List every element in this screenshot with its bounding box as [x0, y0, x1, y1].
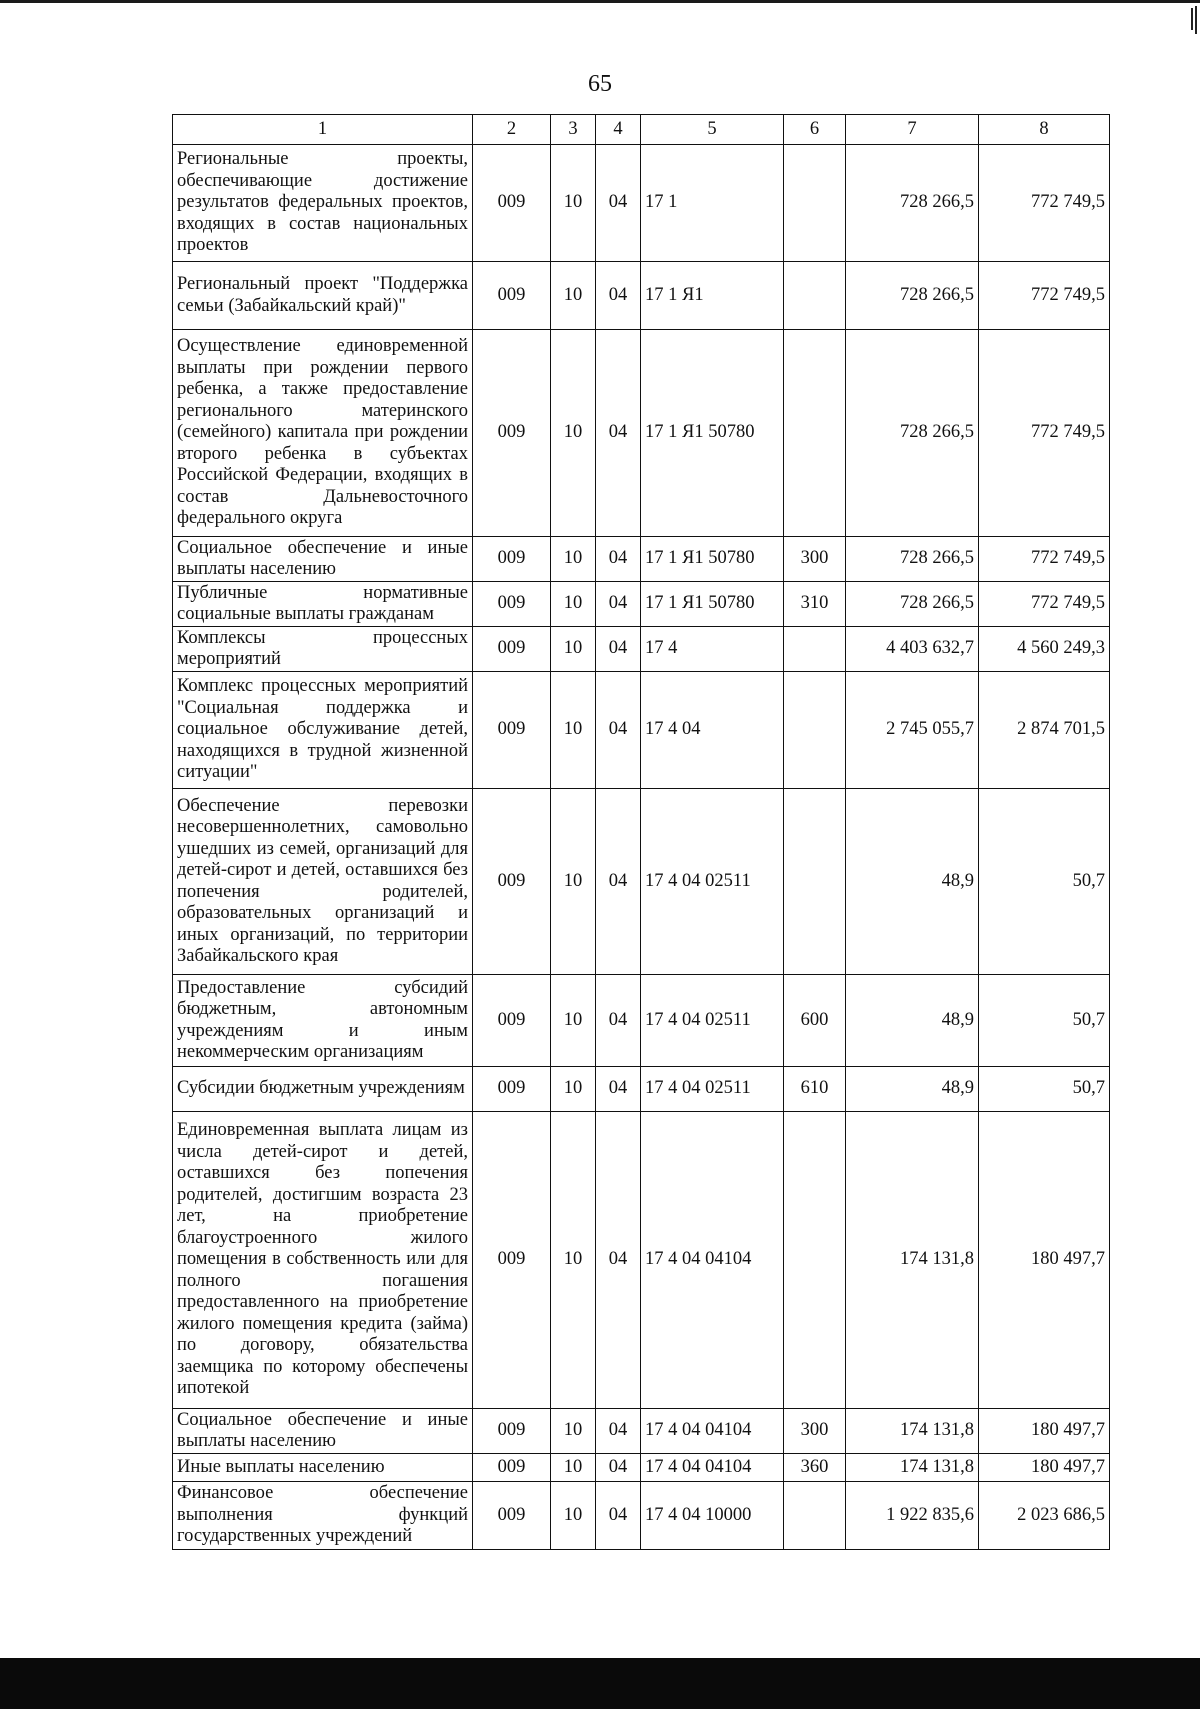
amount-year-2: 180 497,7 — [979, 1454, 1110, 1482]
section-code: 10 — [551, 1454, 596, 1482]
section-code: 10 — [551, 672, 596, 789]
amount-year-2: 772 749,5 — [979, 537, 1110, 582]
subsection-code: 04 — [596, 1454, 641, 1482]
item-name: Социальное обеспечение и иные выплаты населению — [173, 537, 473, 582]
amount-year-1: 48,9 — [846, 789, 979, 975]
subsection-code: 04 — [596, 1112, 641, 1409]
table-row — [173, 330, 1110, 537]
target-article-code: 17 4 04 04104 — [641, 1112, 784, 1409]
amount-year-2: 772 749,5 — [979, 330, 1110, 537]
amount-year-2: 772 749,5 — [979, 582, 1110, 627]
subsection-code: 04 — [596, 537, 641, 582]
scan-edge-mark — [1195, 6, 1197, 34]
target-article-code: 17 1 Я1 50780 — [641, 330, 784, 537]
table-row — [173, 1409, 1110, 1454]
section-code: 10 — [551, 1067, 596, 1112]
expense-type-code: 360 — [784, 1454, 846, 1482]
expense-type-code: 600 — [784, 975, 846, 1067]
column-header-3: 3 — [551, 115, 596, 145]
item-name: Иные выплаты населению — [173, 1454, 473, 1482]
ministry-code: 009 — [473, 1067, 551, 1112]
subsection-code: 04 — [596, 975, 641, 1067]
expense-type-code — [784, 1112, 846, 1409]
table-row — [173, 582, 1110, 627]
section-code: 10 — [551, 1482, 596, 1550]
table-row — [173, 672, 1110, 789]
expense-type-code: 310 — [784, 582, 846, 627]
target-article-code: 17 4 04 02511 — [641, 789, 784, 975]
target-article-code: 17 1 — [641, 145, 784, 262]
amount-year-1: 728 266,5 — [846, 330, 979, 537]
column-header-4: 4 — [596, 115, 641, 145]
expense-type-code — [784, 330, 846, 537]
amount-year-2: 50,7 — [979, 1067, 1110, 1112]
ministry-code: 009 — [473, 1112, 551, 1409]
section-code: 10 — [551, 537, 596, 582]
target-article-code: 17 1 Я1 50780 — [641, 582, 784, 627]
table-row — [173, 1454, 1110, 1482]
column-header-6: 6 — [784, 115, 846, 145]
section-code: 10 — [551, 145, 596, 262]
item-name: Комплекс процессных мероприятий "Социальная поддержка и социальное обслуживание детей, находящихся в трудной жизненной ситуации" — [173, 672, 473, 789]
amount-year-1: 728 266,5 — [846, 262, 979, 330]
expense-type-code — [784, 262, 846, 330]
section-code: 10 — [551, 262, 596, 330]
table-row — [173, 1067, 1110, 1112]
column-header-7: 7 — [846, 115, 979, 145]
ministry-code: 009 — [473, 262, 551, 330]
item-name: Осуществление единовременной выплаты при рождении первого ребенка, а также предоставление регионального материнского (семейного) капитала при рождении второго ребенка в субъектах Российской Федерации, входящих в состав Дальневосточного федерального округа — [173, 330, 473, 537]
amount-year-2: 2 874 701,5 — [979, 672, 1110, 789]
header-row — [173, 115, 1110, 145]
scan-bottom-edge — [0, 1658, 1200, 1709]
amount-year-2: 180 497,7 — [979, 1409, 1110, 1454]
ministry-code: 009 — [473, 975, 551, 1067]
expense-type-code — [784, 672, 846, 789]
amount-year-1: 2 745 055,7 — [846, 672, 979, 789]
ministry-code: 009 — [473, 145, 551, 262]
section-code: 10 — [551, 1409, 596, 1454]
ministry-code: 009 — [473, 672, 551, 789]
item-name: Субсидии бюджетным учреждениям — [173, 1067, 473, 1112]
table-row — [173, 627, 1110, 672]
subsection-code: 04 — [596, 1067, 641, 1112]
amount-year-2: 2 023 686,5 — [979, 1482, 1110, 1550]
expense-type-code: 610 — [784, 1067, 846, 1112]
subsection-code: 04 — [596, 1482, 641, 1550]
budget-table — [172, 114, 1110, 1550]
item-name: Предоставление субсидий бюджетным, автономным учреждениям и иным некоммерческим организациям — [173, 975, 473, 1067]
amount-year-1: 174 131,8 — [846, 1409, 979, 1454]
target-article-code: 17 4 04 02511 — [641, 1067, 784, 1112]
section-code: 10 — [551, 582, 596, 627]
subsection-code: 04 — [596, 789, 641, 975]
expense-type-code — [784, 1482, 846, 1550]
table-row — [173, 789, 1110, 975]
amount-year-1: 48,9 — [846, 975, 979, 1067]
amount-year-1: 728 266,5 — [846, 145, 979, 262]
expense-type-code — [784, 627, 846, 672]
amount-year-1: 4 403 632,7 — [846, 627, 979, 672]
ministry-code: 009 — [473, 1454, 551, 1482]
amount-year-1: 728 266,5 — [846, 582, 979, 627]
column-header-2: 2 — [473, 115, 551, 145]
subsection-code: 04 — [596, 627, 641, 672]
amount-year-1: 174 131,8 — [846, 1112, 979, 1409]
ministry-code: 009 — [473, 1409, 551, 1454]
amount-year-2: 50,7 — [979, 789, 1110, 975]
target-article-code: 17 4 04 — [641, 672, 784, 789]
section-code: 10 — [551, 1112, 596, 1409]
subsection-code: 04 — [596, 1409, 641, 1454]
column-header-5: 5 — [641, 115, 784, 145]
target-article-code: 17 1 Я1 — [641, 262, 784, 330]
target-article-code: 17 1 Я1 50780 — [641, 537, 784, 582]
expense-type-code — [784, 789, 846, 975]
ministry-code: 009 — [473, 537, 551, 582]
item-name: Региональный проект "Поддержка семьи (Забайкальский край)" — [173, 262, 473, 330]
table-body — [173, 145, 1110, 1550]
amount-year-1: 728 266,5 — [846, 537, 979, 582]
subsection-code: 04 — [596, 672, 641, 789]
amount-year-1: 174 131,8 — [846, 1454, 979, 1482]
section-code: 10 — [551, 789, 596, 975]
subsection-code: 04 — [596, 145, 641, 262]
table-header — [173, 115, 1110, 145]
item-name: Региональные проекты, обеспечивающие достижение результатов федеральных проектов, входящих в состав национальных проектов — [173, 145, 473, 262]
section-code: 10 — [551, 330, 596, 537]
subsection-code: 04 — [596, 262, 641, 330]
amount-year-2: 772 749,5 — [979, 145, 1110, 262]
subsection-code: 04 — [596, 582, 641, 627]
ministry-code: 009 — [473, 582, 551, 627]
amount-year-2: 50,7 — [979, 975, 1110, 1067]
item-name: Единовременная выплата лицам из числа детей-сирот и детей, оставшихся без попечения родителей, достигшим возраста 23 лет, на приобретение благоустроенного жилого помещения в собственность или для полного погашения предоставленного на приобретение жилого помещения кредита (займа) по договору, обязательства заемщика по которому обеспечены ипотекой — [173, 1112, 473, 1409]
target-article-code: 17 4 04 10000 — [641, 1482, 784, 1550]
ministry-code: 009 — [473, 330, 551, 537]
ministry-code: 009 — [473, 789, 551, 975]
ministry-code: 009 — [473, 1482, 551, 1550]
amount-year-1: 48,9 — [846, 1067, 979, 1112]
item-name: Публичные нормативные социальные выплаты гражданам — [173, 582, 473, 627]
scan-top-edge — [0, 0, 1200, 3]
section-code: 10 — [551, 627, 596, 672]
item-name: Финансовое обеспечение выполнения функций государственных учреждений — [173, 1482, 473, 1550]
section-code: 10 — [551, 975, 596, 1067]
subsection-code: 04 — [596, 330, 641, 537]
target-article-code: 17 4 — [641, 627, 784, 672]
table-row — [173, 262, 1110, 330]
item-name: Обеспечение перевозки несовершеннолетних, самовольно ушедших из семей, организаций для детей-сирот и детей, оставшихся без попечения родителей, образовательных организаций и иных организаций, по территории Забайкальского края — [173, 789, 473, 975]
item-name: Социальное обеспечение и иные выплаты населению — [173, 1409, 473, 1454]
table-row — [173, 975, 1110, 1067]
expense-type-code: 300 — [784, 537, 846, 582]
page-number: 65 — [588, 71, 612, 97]
expense-type-code: 300 — [784, 1409, 846, 1454]
target-article-code: 17 4 04 02511 — [641, 975, 784, 1067]
target-article-code: 17 4 04 04104 — [641, 1409, 784, 1454]
table-row — [173, 537, 1110, 582]
target-article-code: 17 4 04 04104 — [641, 1454, 784, 1482]
table-row — [173, 1482, 1110, 1550]
expense-type-code — [784, 145, 846, 262]
ministry-code: 009 — [473, 627, 551, 672]
item-name: Комплексы процессных мероприятий — [173, 627, 473, 672]
amount-year-2: 4 560 249,3 — [979, 627, 1110, 672]
amount-year-2: 772 749,5 — [979, 262, 1110, 330]
column-header-8: 8 — [979, 115, 1110, 145]
amount-year-1: 1 922 835,6 — [846, 1482, 979, 1550]
table-row — [173, 1112, 1110, 1409]
column-header-1: 1 — [173, 115, 473, 145]
table-row — [173, 145, 1110, 262]
scan-edge-mark — [1191, 8, 1193, 30]
amount-year-2: 180 497,7 — [979, 1112, 1110, 1409]
